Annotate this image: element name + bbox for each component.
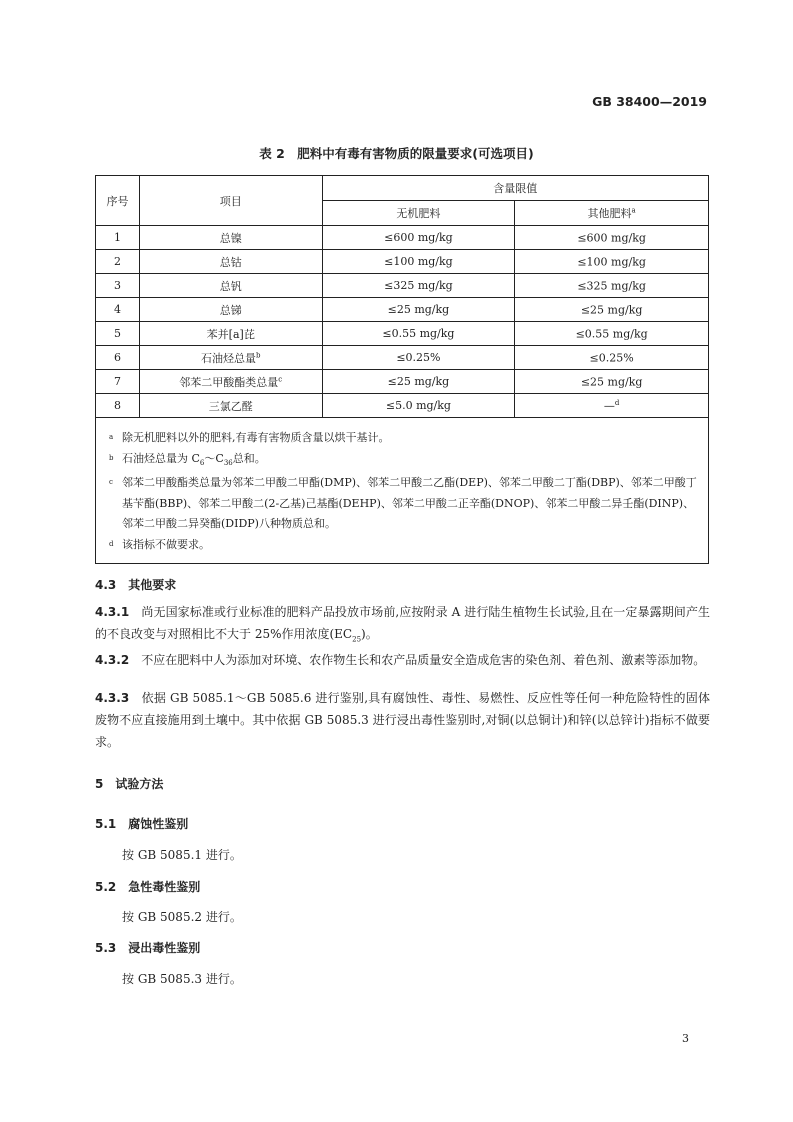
- table-row: [96, 346, 709, 370]
- section-5-2-body: 按 GB 5085.2 进行。: [122, 910, 242, 924]
- note-b: b 石油烃总量为 $C_6\sim C_{36}$总和。: [109, 451, 266, 467]
- cell-item: 邻苯二甲酸酯类总量$^c$: [139, 370, 322, 394]
- note-c: c 邻苯二甲酸酯类总量为邻苯二甲酸二甲酯(DMP)、邻苯二甲酸二乙酯(DEP)、邻苯二甲酸二丁酯(DBP)、邻苯二甲酸丁基苄酯(BBP)、邻苯二甲酸二(2-乙基)己基酯(DEHP)、邻苯二甲酸二正辛酯(DNOP)、邻苯二甲酸二异壬酯(DINP)、邻苯二甲酸二异癸酯(DIDP)八种物质总和。: [109, 476, 697, 531]
- table-row: [96, 274, 709, 298]
- cell-item: 总钴: [139, 250, 322, 274]
- table-title: 表 2 肥料中有毒有害物质的限量要求(可选项目): [259, 146, 534, 161]
- para-4-3-3: 4.3.3 依据 GB 5085.1～GB 5085.6 进行鉴别,具有腐蚀性、毒性、易燃性、反应性等任何一种危险特性的固体废物不应直接施用到土壤中。其中依据 GB 5085.3 进行浸出毒性鉴别时,对铜(以总铜计)和锌(以总锌计)指标不做要求。: [95, 691, 710, 749]
- cell-item: 石油烃总量$^b$: [139, 346, 322, 370]
- section-5-1-body: 按 GB 5085.1 进行。: [122, 848, 242, 862]
- cell-inorganic: ≤0.25%: [322, 346, 515, 370]
- cell-other: ≤100 mg/kg: [515, 250, 709, 274]
- cell-inorganic: ≤25 mg/kg: [322, 370, 515, 394]
- cell-other: ≤25 mg/kg: [515, 370, 709, 394]
- cell-other: —$^d$: [515, 394, 709, 418]
- header-seq: 序号: [96, 176, 140, 226]
- cell-inorganic: ≤325 mg/kg: [322, 274, 515, 298]
- header-item: 项目: [139, 176, 322, 226]
- header-inorganic: 无机肥料: [322, 201, 515, 226]
- section-4-3-heading: 4.3 其他要求: [95, 578, 177, 592]
- cell-seq: 4: [96, 298, 140, 322]
- table-notes: [96, 418, 709, 564]
- note-d: d 该指标不做要求。: [109, 537, 210, 551]
- table-row: [96, 394, 709, 418]
- table-row: [96, 226, 709, 250]
- cell-seq: 7: [96, 370, 140, 394]
- cell-seq: 2: [96, 250, 140, 274]
- cell-seq: 6: [96, 346, 140, 370]
- cell-seq: 1: [96, 226, 140, 250]
- para-4-3-2: 4.3.2 不应在肥料中人为添加对环境、农作物生长和农产品质量安全造成危害的染色剂、着色剂、激素等添加物。: [95, 653, 706, 667]
- cell-inorganic: ≤0.55 mg/kg: [322, 322, 515, 346]
- cell-inorganic: ≤25 mg/kg: [322, 298, 515, 322]
- para-4-3-1: 4.3.1 尚无国家标准或行业标准的肥料产品投放市场前,应按附录 A 进行陆生植物生长试验,且在一定暴露期间产生的不良改变与对照相比不大于 25%作用浓度$(EC_{25})$。: [95, 605, 710, 644]
- cell-seq: 8: [96, 394, 140, 418]
- standard-number: GB 38400—2019: [592, 94, 707, 109]
- cell-other: ≤0.55 mg/kg: [515, 322, 709, 346]
- header-limit: 含量限值: [322, 176, 708, 201]
- header-other: 其他肥料$^a$: [515, 201, 709, 226]
- section-5-heading: 5 试验方法: [95, 777, 164, 791]
- page-number: 3: [682, 1032, 689, 1045]
- cell-seq: 5: [96, 322, 140, 346]
- cell-item: 总锑: [139, 298, 322, 322]
- cell-item: 总钒: [139, 274, 322, 298]
- limits-table: [95, 175, 709, 564]
- cell-item: 总镍: [139, 226, 322, 250]
- cell-other: ≤0.25%: [515, 346, 709, 370]
- section-5-1-heading: 5.1 腐蚀性鉴别: [95, 817, 189, 831]
- cell-other: ≤25 mg/kg: [515, 298, 709, 322]
- cell-other: ≤325 mg/kg: [515, 274, 709, 298]
- cell-other: ≤600 mg/kg: [515, 226, 709, 250]
- table-row: [96, 370, 709, 394]
- cell-item: 苯并[a]芘: [139, 322, 322, 346]
- cell-inorganic: ≤5.0 mg/kg: [322, 394, 515, 418]
- table-row: [96, 322, 709, 346]
- cell-item: 三氯乙醛: [139, 394, 322, 418]
- section-5-3-body: 按 GB 5085.3 进行。: [122, 972, 242, 986]
- table-row: [96, 298, 709, 322]
- cell-seq: 3: [96, 274, 140, 298]
- section-5-2-heading: 5.2 急性毒性鉴别: [95, 880, 201, 894]
- section-5-3-heading: 5.3 浸出毒性鉴别: [95, 941, 201, 955]
- table-row: [96, 250, 709, 274]
- note-a: a 除无机肥料以外的肥料,有毒有害物质含量以烘干基计。: [109, 431, 390, 444]
- cell-inorganic: ≤100 mg/kg: [322, 250, 515, 274]
- cell-inorganic: ≤600 mg/kg: [322, 226, 515, 250]
